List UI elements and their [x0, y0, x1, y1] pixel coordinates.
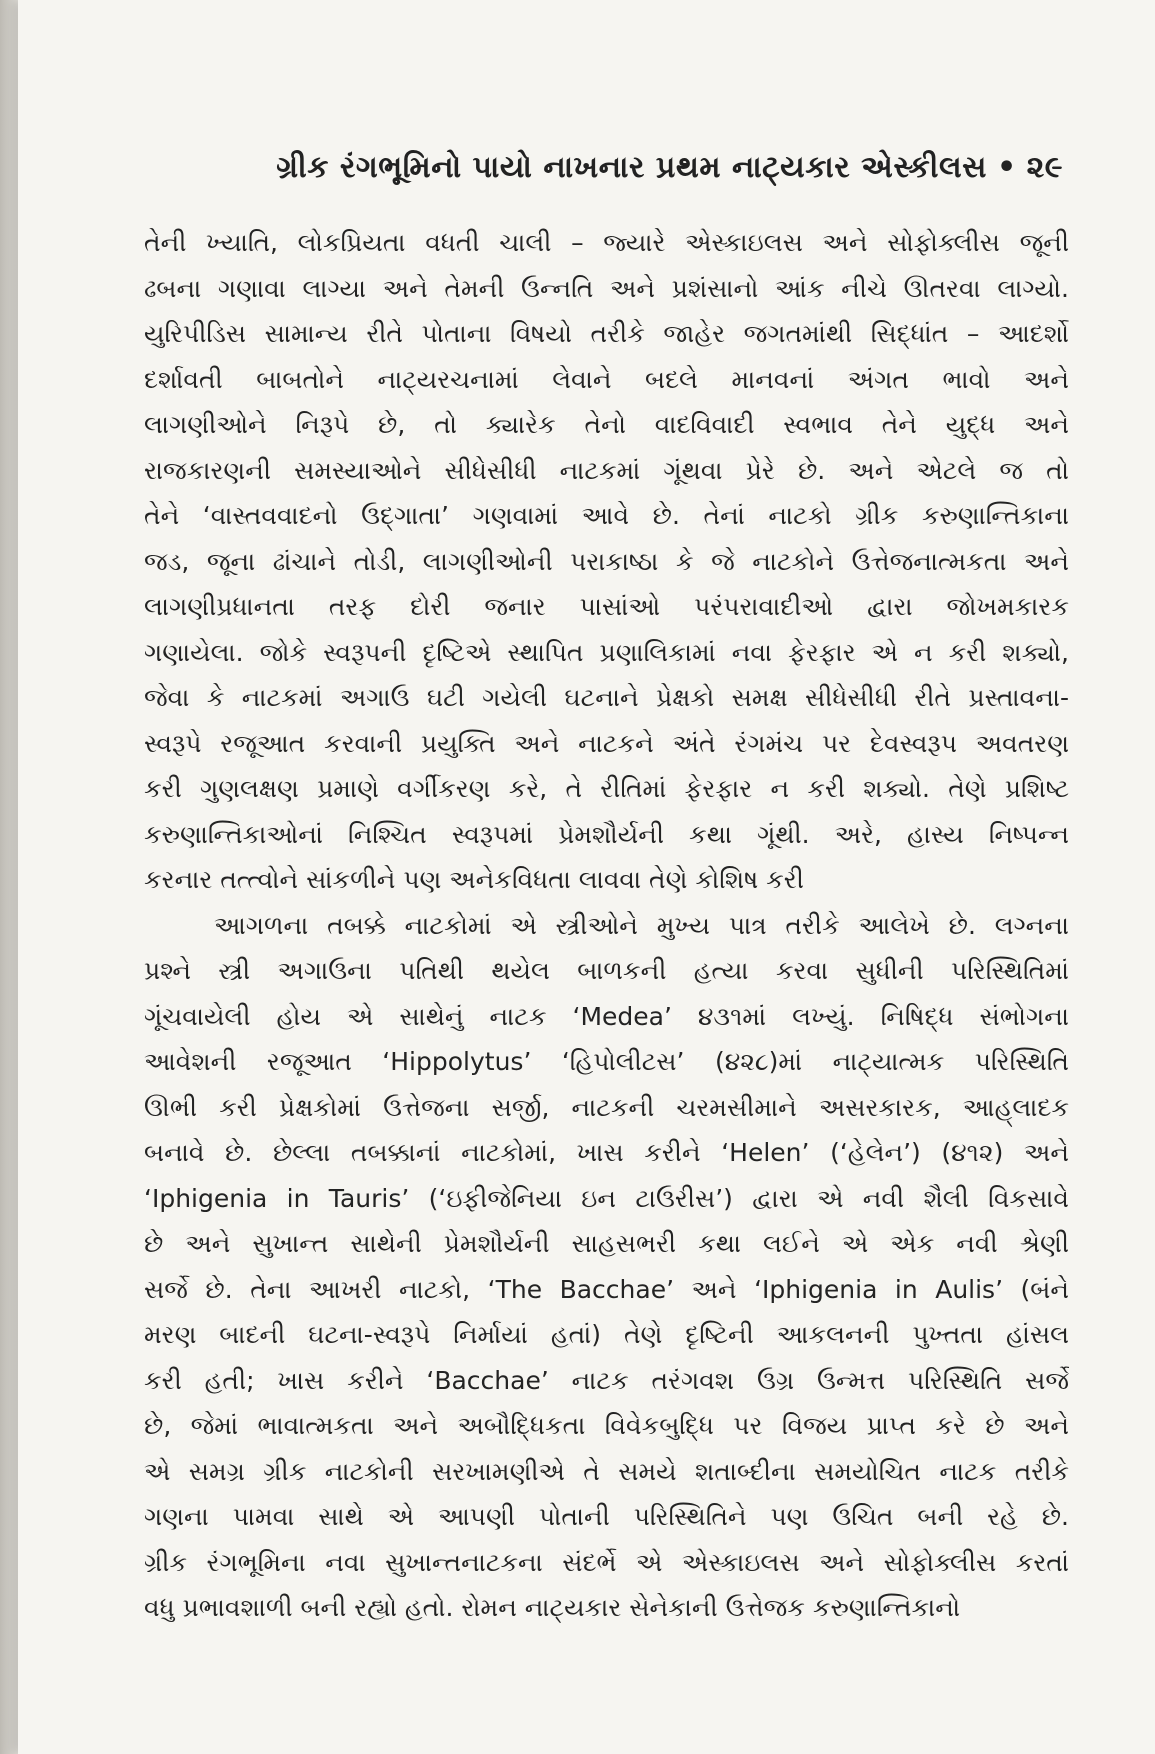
text-line: આગળના તબક્કે નાટકોમાં એ સ્ત્રીઓને મુખ્ય પાત્ર તરીકે આલેખે છે. લગ્નના	[214, 910, 1069, 940]
page-number: ૨૯	[1026, 150, 1063, 185]
text-line: વધુ પ્રભાવશાળી બની રહ્યો હતો. રોમન નાટ્યકાર સેનેકાની ઉત્તેજક કરુણાન્તિકાનો	[144, 1593, 961, 1622]
text-line: જડ, જૂના ઢાંચાને તોડી, લાગણીઓની પરાકાષ્ઠા કે જે નાટકોને ઉત્તેજનાત્મકતા અને	[144, 546, 1069, 576]
text-line: તેની ખ્યાતિ, લોકપ્રિયતા વધતી ચાલી – જ્યારે એસ્કાઇલસ અને સોફોક્લીસ જૂની	[144, 228, 1069, 257]
text-line: ઢબના ગણાવા લાગ્યા અને તેમની ઉન્નતિ અને પ્રશંસાનો આંક નીચે ઊતરવા લાગ્યો.	[144, 273, 1069, 303]
text-line: એ સમગ્ર ગ્રીક નાટકોની સરખામણીએ તે સમયે શતાબ્દીના સમયોચિત નાટક તરીકે	[144, 1456, 1069, 1486]
page-gutter-edge	[0, 0, 18, 1754]
text-line: છે, જેમાં ભાવાત્મકતા અને અબૌદ્ધિકતા વિવેકબુદ્ધિ પર વિજય પ્રાપ્ત કરે છે અને	[144, 1411, 1069, 1440]
text-line: સર્જે છે. તેના આખરી નાટકો, ‘The Bacchae’ અને ‘Iphigenia in Aulis’ (બંને	[144, 1274, 1069, 1304]
text-line: રાજકારણની સમસ્યાઓને સીધેસીધી નાટકમાં ગૂંથવા પ્રેરે છે. અને એટલે જ તો	[144, 455, 1069, 485]
text-line: તેને ‘વાસ્તવવાદનો ઉદ્‌ગાતા’ ગણવામાં આવે છે. તેનાં નાટકો ગ્રીક કરુણાન્તિકાના	[144, 501, 1069, 530]
text-line: ગ્રીક રંગભૂમિના નવા સુખાન્તનાટકના સંદર્ભે એ એસ્કાઇલસ અને સોફોક્લીસ કરતાં	[144, 1547, 1069, 1577]
text-line: યુરિપીડિસ સામાન્ય રીતે પોતાના વિષયો તરીકે જાહેર જગતમાંથી સિદ્ધાંત – આદર્શો	[144, 319, 1069, 348]
text-line: કરી ગુણલક્ષણ પ્રમાણે વર્ગીકરણ કરે, તે રીતિમાં ફેરફાર ન કરી શક્યો. તેણે પ્રશિષ્ટ	[144, 774, 1069, 803]
text-line: ગણના પામવા સાથે એ આપણી પોતાની પરિસ્થિતિને પણ ઉચિત બની રહે છે.	[144, 1502, 1069, 1531]
text-line: ‘Iphigenia in Tauris’ (‘ઇફીજેનિયા ઇન ટાઉરીસ’) દ્વારા એ નવી શૈલી વિકસાવે	[144, 1183, 1069, 1213]
text-line: સ્વરૂપે રજૂઆત કરવાની પ્રયુક્તિ અને નાટકને અંતે રંગમંચ પર દેવસ્વરૂપ અવતરણ	[144, 728, 1069, 758]
text-line: લાગણીપ્રધાનતા તરફ દોરી જનાર પાસાંઓ પરંપરાવાદીઓ દ્વારા જોખમકારક	[144, 592, 1069, 621]
book-page	[18, 0, 1155, 1754]
header-bullet: •	[996, 150, 1017, 185]
text-line: ગણાયેલા. જોકે સ્વરૂપની દૃષ્ટિએ સ્થાપિત પ્રણાલિકામાં નવા ફેરફાર એ ન કરી શક્યો,	[144, 637, 1069, 667]
text-line: બનાવે છે. છેલ્લા તબક્કાનાં નાટકોમાં, ખાસ કરીને ‘Helen’ (‘હેલેન’) (૪૧૨) અને	[144, 1138, 1069, 1167]
body-text	[144, 220, 1069, 1631]
text-line: કરી હતી; ખાસ કરીને ‘Bacchae’ નાટક તરંગવશ ઉગ્ર ઉન્મત્ત પરિસ્થિતિ સર્જે	[144, 1365, 1069, 1395]
text-line: દર્શાવતી બાબતોને નાટ્યરચનામાં લેવાને બદલે માનવનાં અંગત ભાવો અને	[144, 364, 1069, 394]
running-header	[276, 150, 1063, 185]
text-line: આવેશની રજૂઆત ‘Hippolytus’ ‘હિપોલીટસ’ (૪૨૮)માં નાટ્યાત્મક પરિસ્થિતિ	[144, 1047, 1069, 1076]
text-line: લાગણીઓને નિરૂપે છે, તો ક્યારેક તેનો વાદવિવાદી સ્વભાવ તેને યુદ્ધ અને	[144, 410, 1069, 439]
text-line: જેવા કે નાટકમાં અગાઉ ઘટી ગયેલી ઘટનાને પ્રેક્ષકો સમક્ષ સીધેસીધી રીતે પ્રસ્તાવના-	[144, 683, 1069, 712]
text-line: કરનાર તત્ત્વોને સાંકળીને પણ અનેકવિધતા લાવવા તેણે કોશિષ કરી	[144, 865, 804, 894]
text-line: કરુણાન્તિકાઓનાં નિશ્ચિત સ્વરૂપમાં પ્રેમશૌર્યની કથા ગૂંથી. અરે, હાસ્ય નિષ્પન્ન	[144, 819, 1069, 849]
text-line: પ્રશ્ને સ્ત્રી અગાઉના પતિથી થયેલ બાળકની હત્યા કરવા સુધીની પરિસ્થિતિમાં	[144, 956, 1069, 985]
running-header-title: ગ્રીક રંગભૂમિનો પાયો નાખનાર પ્રથમ નાટ્યકાર એસ્કીલસ	[276, 150, 987, 185]
text-line: છે અને સુખાન્ત સાથેની પ્રેમશૌર્યની સાહસભરી કથા લઈને એ એક નવી શ્રેણી	[144, 1229, 1069, 1258]
text-line: મરણ બાદની ઘટના-સ્વરૂપે નિર્માયાં હતાં) તેણે દૃષ્ટિની આકલનની પુખ્તતા હાંસલ	[144, 1320, 1069, 1349]
text-line: ગૂંચવાયેલી હોય એ સાથેનું નાટક ‘Medea’ ૪૩૧માં લખ્યું. નિષિદ્ધ સંભોગના	[144, 1001, 1069, 1031]
text-line: ઊભી કરી પ્રેક્ષકોમાં ઉત્તેજના સર્જી, નાટકની ચરમસીમાને અસરકારક, આહ્‌લાદક	[144, 1092, 1069, 1122]
